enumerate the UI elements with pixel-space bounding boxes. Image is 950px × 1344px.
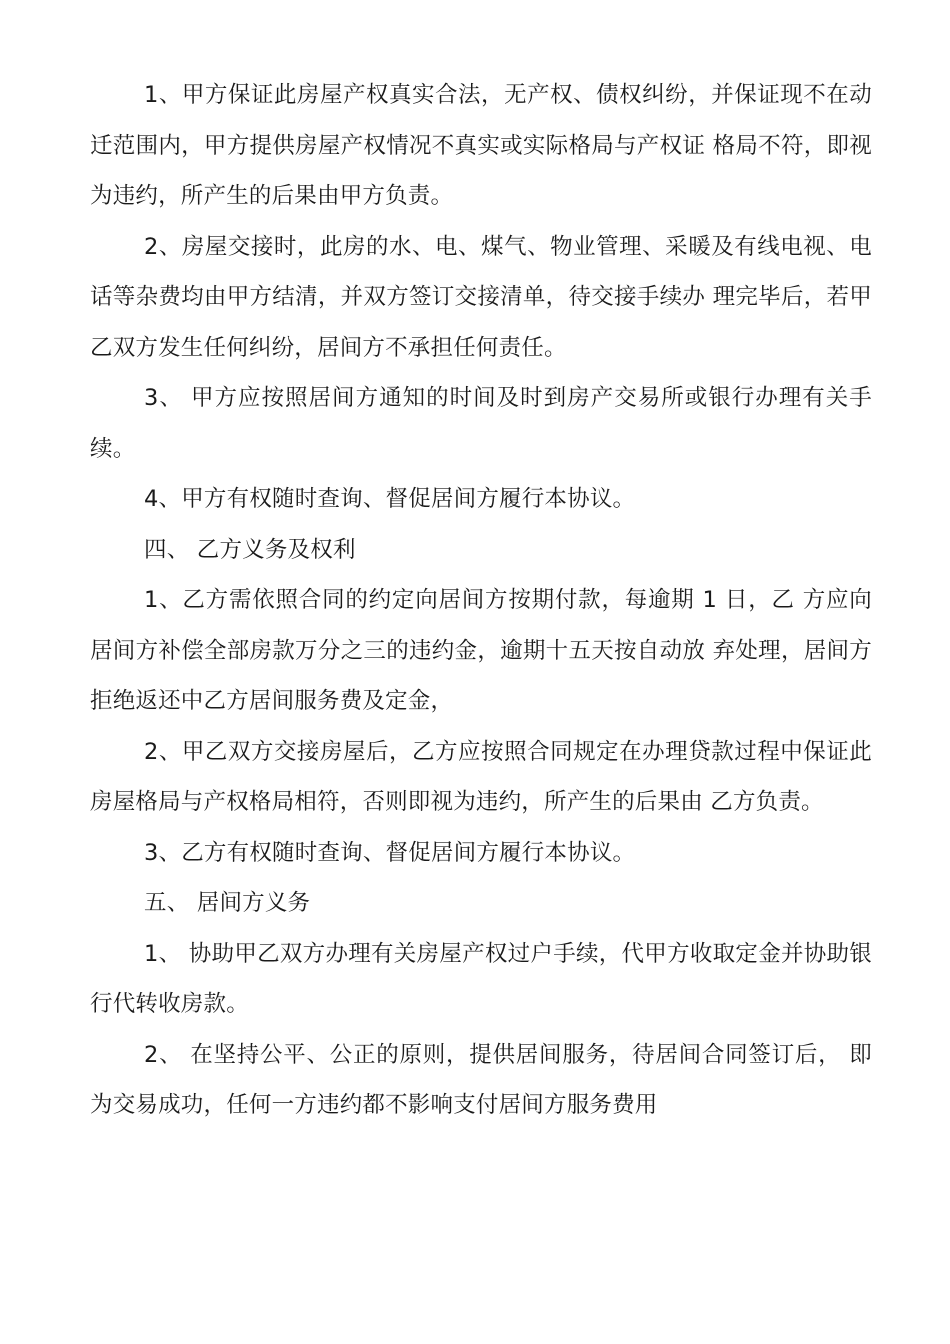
section-heading-5: 五、 居间方义务: [144, 890, 311, 916]
clause-jia-4: 4、甲方有权随时查询、督促居间方履行本协议。: [144, 486, 636, 512]
clause-yi-1: 1、乙方需依照合同的约定向居间方按期付款，每逾期 1 日，乙 方应向居间方补偿全部房款万分之三的违约金，逾期十五天按自动放 弃处理，居间方拒绝返还中乙方居间服务费及定金，: [90, 587, 872, 714]
clause-jia-2: 2、房屋交接时，此房的水、电、煤气、物业管理、采暖及有线电视、电话等杂费均由甲方结清，并双方签订交接清单，待交接手续办 理完毕后，若甲乙双方发生任何纠纷，居间方不承担任何责任。: [90, 233, 872, 361]
clause-broker-1: 1、 协助甲乙双方办理有关房屋产权过户手续，代甲方收取定金并协助银行代转收房款。: [90, 940, 872, 1017]
clause-jia-1: 1、甲方保证此房屋产权真实合法，无产权、债权纠纷，并保证现不在动迁范围内，甲方提供房屋产权情况不真实或实际格局与产权证 格局不符，即视为违约，所产生的后果由甲方负责。: [90, 82, 872, 209]
clause-broker-2: 2、 在坚持公平、公正的原则，提供居间服务，待居间合同签订后， 即为交易成功，任何一方违约都不影响支付居间方服务费用: [90, 1041, 872, 1118]
clause-yi-2: 2、甲乙双方交接房屋后，乙方应按照合同规定在办理贷款过程中保证此房屋格局与产权格局相符，否则即视为违约，所产生的后果由 乙方负责。: [90, 738, 872, 815]
clause-yi-3: 3、乙方有权随时查询、督促居间方履行本协议。: [144, 839, 636, 866]
section-heading-4: 四、 乙方义务及权利: [144, 536, 356, 563]
clause-jia-3: 3、 甲方应按照居间方通知的时间及时到房产交易所或银行办理有关手续。: [90, 385, 872, 462]
